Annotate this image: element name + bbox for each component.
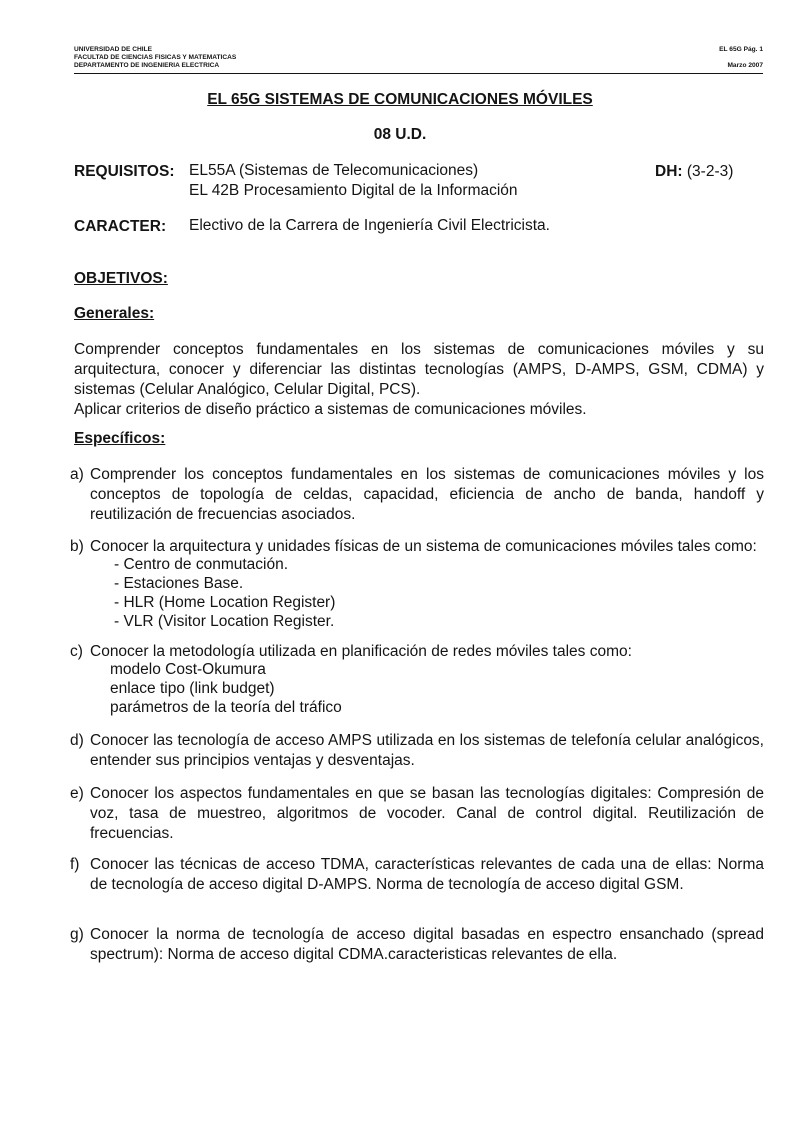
generales-paragraph: [74, 340, 764, 420]
item-text: Conocer la arquitectura y unidades físicas de un sistema de comunicaciones móviles tales como:: [90, 538, 757, 555]
item-text: Conocer los aspectos fundamentales en que se basan las tecnologías digitales: Compresión de voz, tasa de muestreo, algoritmos de vocoder. Canal de control digital. Reutilización de frecuencias.: [90, 785, 764, 842]
item-letter: f): [70, 856, 80, 873]
dh-hours: [655, 163, 733, 181]
sub-item: parámetros de la teoría del tráfico: [110, 699, 342, 716]
item-letter: d): [70, 732, 84, 749]
item-text: Conocer las técnicas de acceso TDMA, características relevantes de cada una de ellas: Norma de tecnología de acceso digital D-AMPS. Norma de tecnología de acceso digital GSM.: [90, 856, 764, 893]
list-item: [70, 731, 764, 771]
item-text: Comprender los conceptos fundamentales en los sistemas de comunicaciones móviles y los conceptos de topología de celdas, capacidad, eficiencia de ancho de banda, handoff y reutilización de frecuencias asociados.: [90, 466, 764, 523]
item-letter: c): [70, 643, 83, 660]
header-divider: [74, 73, 763, 74]
sub-item: enlace tipo (link budget): [110, 680, 275, 697]
list-item: [70, 537, 764, 557]
units-label: 08 U.D.: [373, 126, 427, 143]
sub-item: - HLR (Home Location Register): [114, 594, 336, 611]
list-item: [70, 925, 764, 965]
item-text: Conocer la metodología utilizada en planificación de redes móviles tales como:: [90, 643, 632, 660]
item-text: Conocer la norma de tecnología de acceso digital basadas en espectro ensanchado (spread spectrum): Norma de acceso digital CDMA.caracteristicas relevantes de ella.: [90, 926, 764, 963]
sub-item: modelo Cost-Okumura: [110, 661, 266, 678]
generales-text-1: Comprender conceptos fundamentales en los sistemas de comunicaciones móviles y su arquitectura, conocer y diferenciar las distintas tecnologías (AMPS, D-AMPS, GSM, CDMA) y sistemas (Celular Analógico, Celular Digital, PCS).: [74, 341, 764, 398]
sub-item: - VLR (Visitor Location Register.: [114, 613, 335, 630]
caracter-label: CARACTER:: [74, 218, 167, 235]
item-letter: a): [70, 466, 84, 483]
caracter-value: Electivo de la Carrera de Ingeniería Civil Electricista.: [189, 217, 550, 234]
item-text: Conocer las tecnología de acceso AMPS utilizada en los sistemas de telefonía celular analógicos, entender sus principios ventajas y desventajas.: [90, 732, 764, 769]
requisito-1: EL55A (Sistemas de Telecomunicaciones): [189, 162, 479, 179]
list-item: [70, 784, 764, 844]
page-title: EL 65G SISTEMAS DE COMUNICACIONES MÓVILES: [207, 91, 593, 108]
generales-text-2: Aplicar criterios de diseño práctico a sistemas de comunicaciones móviles.: [74, 401, 587, 418]
header-meta: [719, 46, 763, 70]
item-letter: g): [70, 926, 84, 943]
item-letter: b): [70, 538, 84, 555]
course-page: EL 65G Pág. 1: [719, 46, 763, 53]
faculty-name: FACULTAD DE CIENCIAS FISICAS Y MATEMATICAS: [74, 54, 237, 61]
header-institution: [74, 46, 236, 70]
sub-item: - Centro de conmutación.: [114, 556, 289, 573]
requisito-2: EL 42B Procesamiento Digital de la Información: [189, 182, 518, 199]
sub-item: - Estaciones Base.: [114, 575, 244, 592]
generales-heading: Generales:: [74, 305, 155, 322]
university-name: UNIVERSIDAD DE CHILE: [74, 46, 153, 53]
document-date: Marzo 2007: [727, 62, 763, 69]
list-item: [70, 465, 764, 525]
list-item: [70, 855, 764, 895]
requisitos-values: [189, 161, 518, 201]
sub-list: [110, 660, 342, 717]
sub-list: [114, 555, 335, 631]
item-letter: e): [70, 785, 84, 802]
especificos-heading: Específicos:: [74, 430, 166, 447]
department-name: DEPARTAMENTO DE INGENIERIA ELECTRICA: [74, 62, 220, 69]
list-item: [70, 642, 764, 662]
requisitos-label: REQUISITOS:: [74, 163, 175, 180]
objetivos-heading: OBJETIVOS:: [74, 270, 168, 287]
dh-label: DH:: [655, 163, 683, 180]
dh-value: (3-2-3): [686, 163, 734, 180]
